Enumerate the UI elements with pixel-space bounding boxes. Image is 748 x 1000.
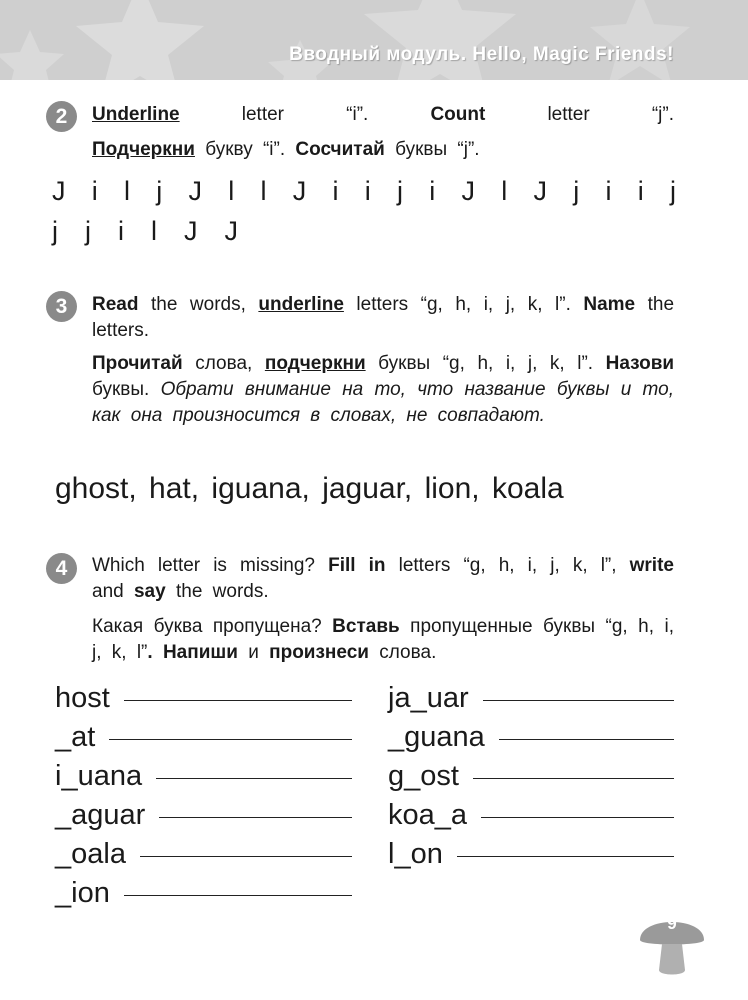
- writing-line[interactable]: [481, 817, 674, 818]
- letters-row-1: [52, 176, 676, 207]
- writing-line[interactable]: [109, 739, 352, 740]
- task-number-badge: 3: [46, 291, 77, 322]
- letters-row-2: [52, 216, 238, 247]
- writing-line[interactable]: [140, 856, 352, 857]
- letter: j: [52, 216, 58, 246]
- writing-line[interactable]: [483, 700, 674, 701]
- letter: i: [91, 176, 98, 206]
- letter: J: [184, 216, 198, 246]
- writing-row: [388, 799, 674, 832]
- letter: i: [118, 216, 124, 246]
- gap-word: l_on: [388, 838, 443, 870]
- writing-line[interactable]: [159, 817, 352, 818]
- writing-row: [388, 682, 674, 715]
- letter: l: [124, 176, 130, 206]
- writing-row: [55, 760, 352, 793]
- task4-instruction-en: Which letter is missing? Fill in letters “g, h, i, j, k, l”, write and say the words.: [92, 555, 674, 602]
- letter: i: [605, 176, 612, 206]
- letter: J: [52, 176, 66, 206]
- writing-row: [388, 760, 674, 793]
- module-title: Вводный модуль. Hello, Magic Friends!: [289, 44, 674, 65]
- letter: i: [364, 176, 371, 206]
- gap-word: ja_uar: [388, 682, 469, 714]
- writing-line[interactable]: [124, 895, 352, 896]
- letter: l: [151, 216, 157, 246]
- letter: j: [85, 216, 91, 246]
- writing-row: [388, 721, 674, 754]
- writing-line[interactable]: [473, 778, 674, 779]
- writing-line[interactable]: [499, 739, 674, 740]
- letter: l: [260, 176, 267, 206]
- letter: j: [156, 176, 163, 206]
- writing-row: [55, 799, 352, 832]
- task3-instruction-ru: Прочитай слова, подчеркни буквы “g, h, i, j, k, l”. Назови буквы. Обрати внимание на то, что название буквы и то, как она произносится в словах, не совпадают.: [92, 353, 675, 426]
- gap-word: _ion: [55, 877, 110, 909]
- letter: J: [292, 176, 307, 206]
- letter: l: [501, 176, 508, 206]
- gap-word: host: [55, 682, 110, 714]
- task2-instruction-en: Underline letter “i”. Count letter “j”.: [92, 104, 674, 125]
- writing-row: [55, 838, 352, 871]
- gap-word: i_uana: [55, 760, 143, 792]
- gap-word: koa_a: [388, 799, 468, 831]
- writing-row: [55, 877, 352, 910]
- gap-word: _oala: [55, 838, 126, 870]
- letter: j: [397, 176, 403, 206]
- stars-decoration: [0, 0, 748, 80]
- writing-row: [55, 682, 352, 715]
- task4-instruction-ru: Какая буква пропущена? Вставь пропущенные буквы “g, h, i, j, k, l”. Напиши и произнеси слова.: [92, 616, 674, 663]
- letter: J: [188, 176, 202, 206]
- word-list: ghost, hat, iguana, jaguar, lion, koala: [55, 472, 564, 505]
- writing-line[interactable]: [156, 778, 352, 779]
- task2-instruction-ru: Подчеркни букву “i”. Сосчитай буквы “j”.: [92, 139, 480, 160]
- task3-instruction-en: Read the words, underline letters “g, h, i, j, k, l”. Name the letters.: [92, 294, 675, 341]
- gap-word: g_ost: [388, 760, 459, 792]
- writing-line[interactable]: [124, 700, 352, 701]
- writing-row: [388, 838, 674, 871]
- writing-row: [55, 721, 352, 754]
- writing-line[interactable]: [457, 856, 674, 857]
- gap-word: _guana: [388, 721, 485, 753]
- page-header: [0, 0, 748, 80]
- task-number-badge: 2: [46, 101, 77, 132]
- page-number: 9: [667, 914, 677, 933]
- letter: J: [533, 176, 547, 206]
- task-number-badge: 4: [46, 553, 77, 584]
- letter: i: [637, 176, 644, 206]
- letter: l: [228, 176, 235, 206]
- letter: i: [429, 176, 436, 206]
- letter: j: [670, 176, 676, 206]
- letter: J: [224, 216, 238, 246]
- letter: i: [332, 176, 339, 206]
- letter: j: [573, 176, 580, 206]
- gap-word: _at: [55, 721, 96, 753]
- gap-word: _aguar: [55, 799, 146, 831]
- letter: J: [461, 176, 475, 206]
